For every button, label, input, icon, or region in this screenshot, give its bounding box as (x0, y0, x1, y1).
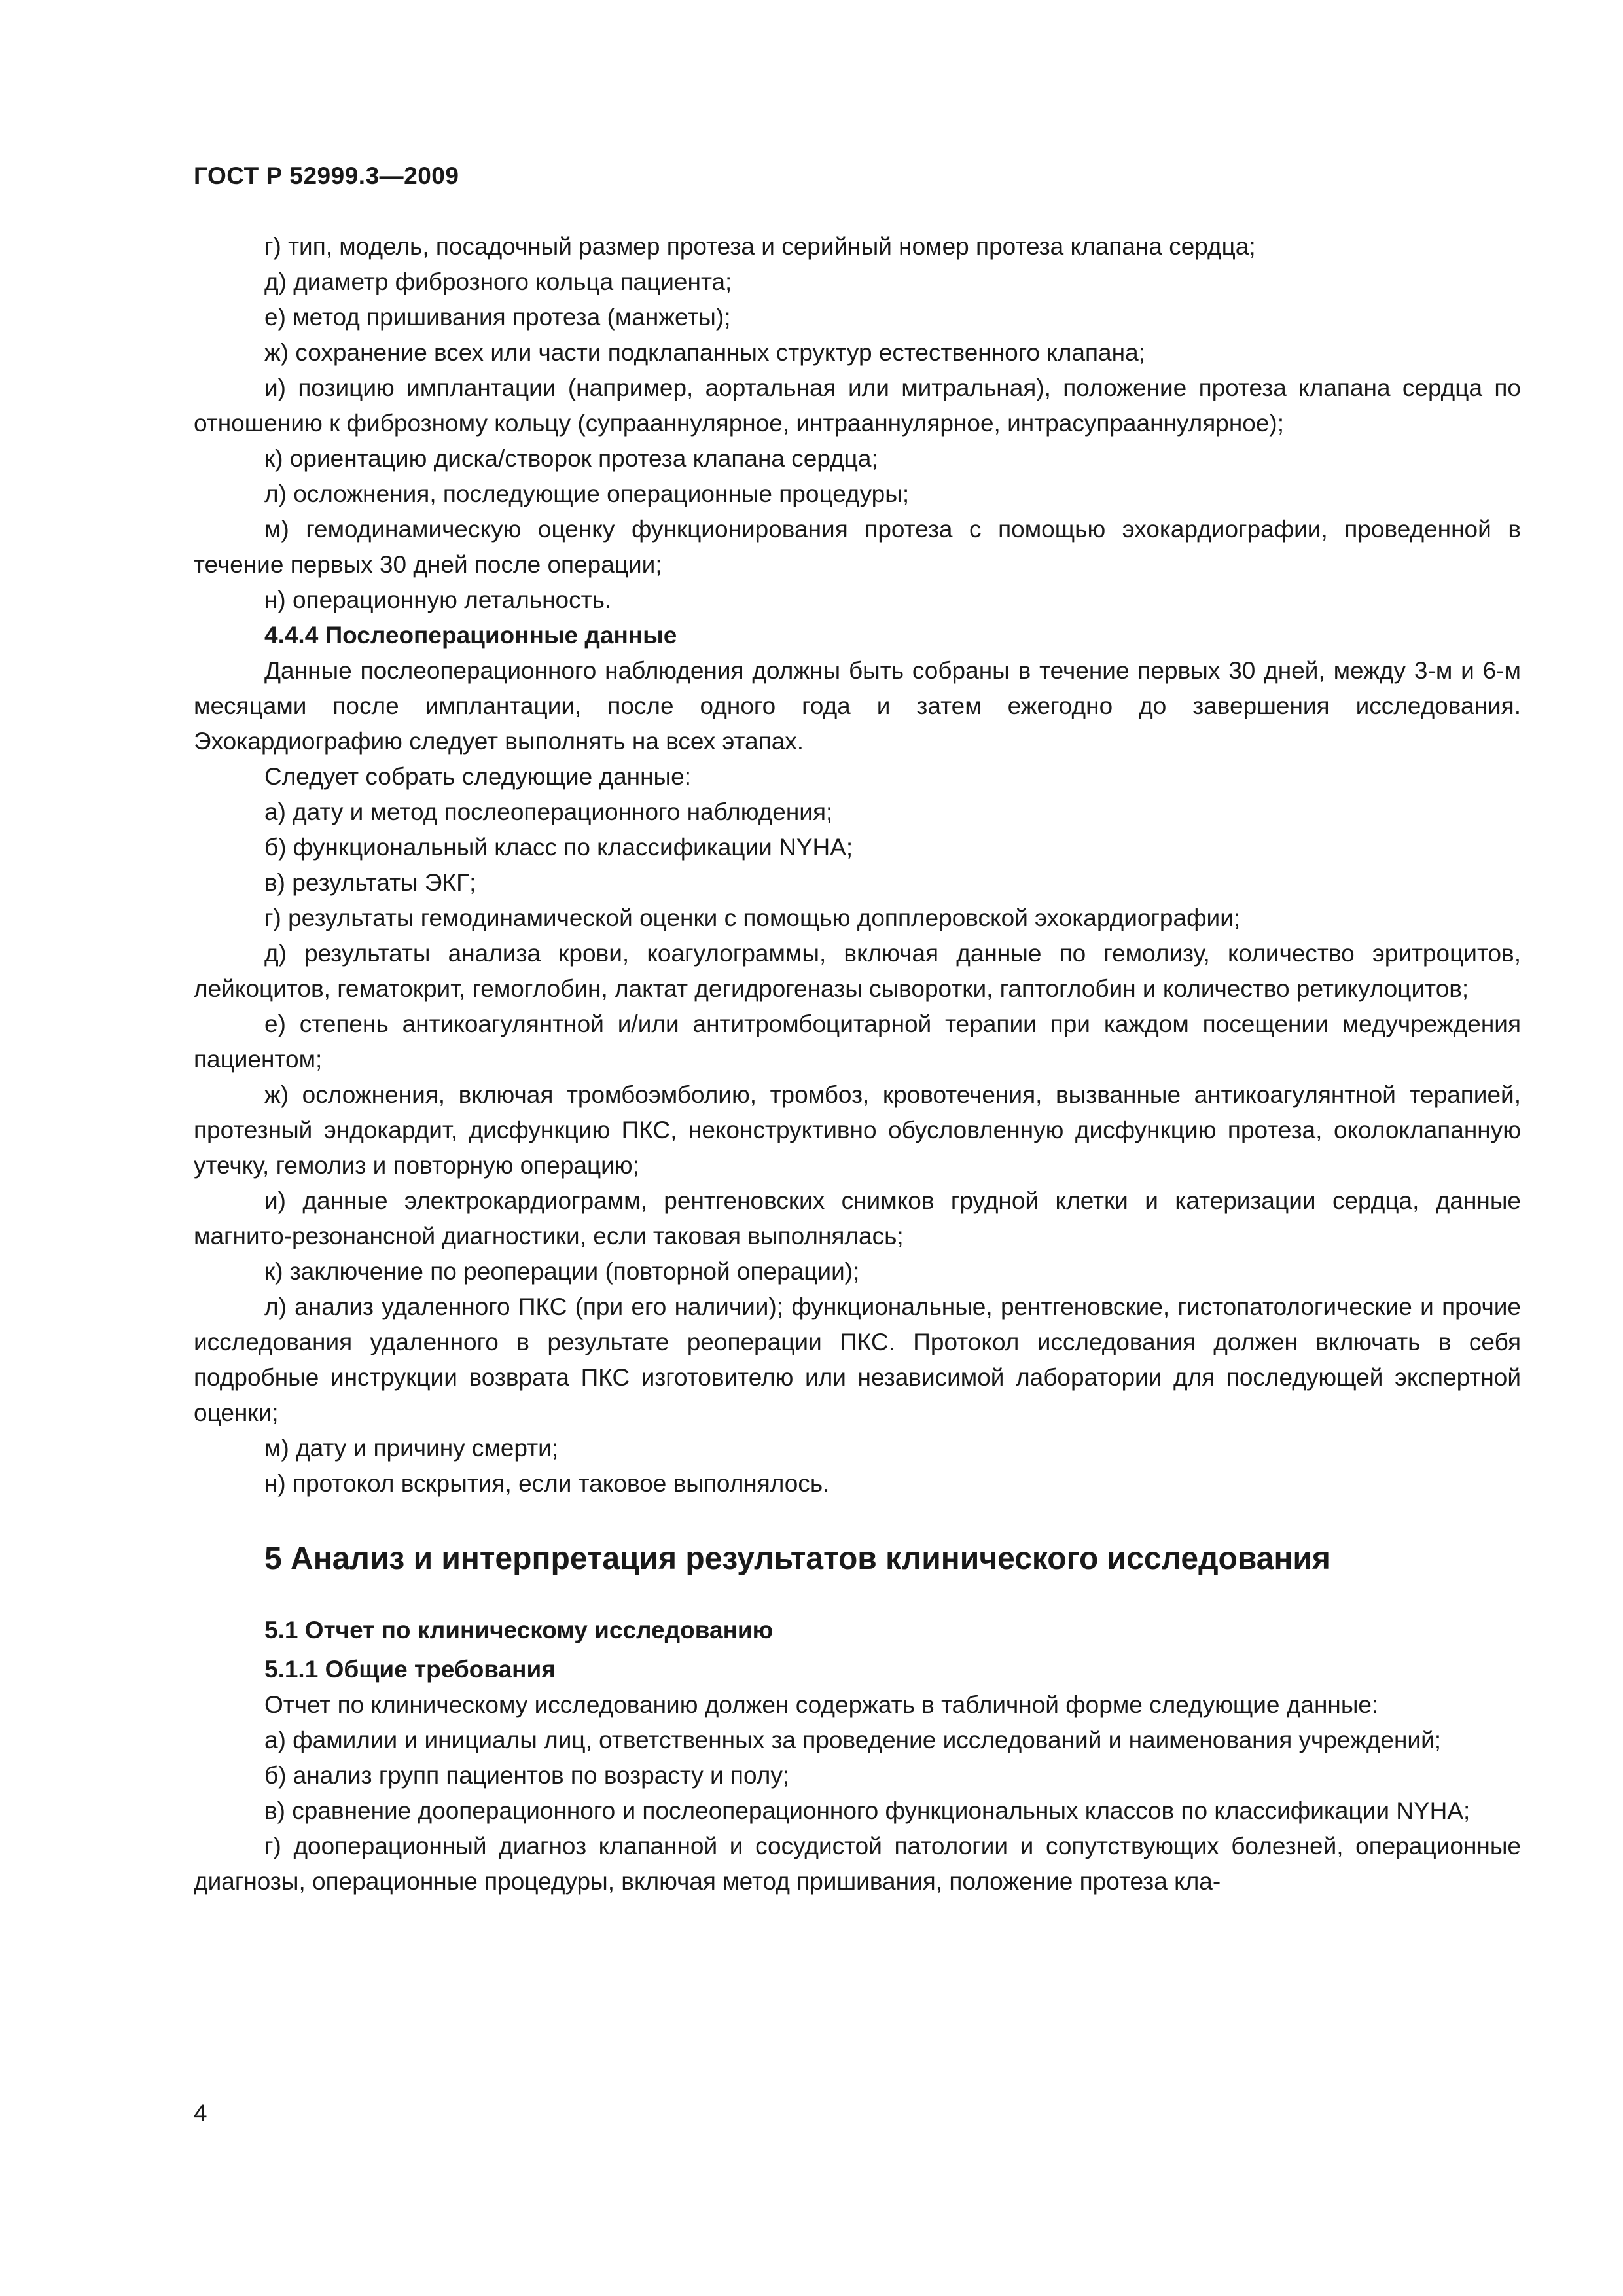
section-heading-5-1: 5.1 Отчет по клиническому исследованию (264, 1617, 774, 1643)
list-item: и) позицию имплантации (например, аортальная или митральная), положение протеза клапана сердца по отношению к фиброзному кольцу (супрааннулярное, интрааннулярное, интрасупрааннулярное); (194, 374, 1521, 437)
list-item: е) метод пришивания протеза (манжеты); (264, 304, 731, 331)
list-item: б) анализ групп пациентов по возрасту и полу; (264, 1762, 790, 1789)
list-item: в) сравнение дооперационного и послеоперационного функциональных классов по классификации NYHA; (264, 1797, 1471, 1824)
paragraph: Следует собрать следующие данные: (264, 763, 691, 790)
list-item: ж) осложнения, включая тромбоэмболию, тромбоз, кровотечения, вызванные антикоагулянтной терапией, протезный эндокардит, дисфункцию ПКС, неконструктивно обусловленную дисфункцию протеза, околоклапанную утечку, гемолиз и повторную операцию; (194, 1081, 1521, 1179)
document-body (194, 229, 1521, 1899)
list-item: д) результаты анализа крови, коагулограммы, включая данные по гемолизу, количество эритроцитов, лейкоцитов, гематокрит, гемоглобин, лактат дегидрогеназы сыворотки, гаптоглобин и количество ретикулоцитов; (194, 940, 1521, 1002)
list-item: б) функциональный класс по классификации NYHA; (264, 834, 853, 861)
list-item: м) гемодинамическую оценку функционирования протеза с помощью эхокардиографии, проведенной в течение первых 30 дней после операции; (194, 516, 1521, 578)
paragraph: Отчет по клиническому исследованию должен содержать в табличной форме следующие данные: (264, 1691, 1379, 1718)
section-heading-4-4-4: 4.4.4 Послеоперационные данные (264, 622, 677, 649)
list-item: г) дооперационный диагноз клапанной и сосудистой патологии и сопутствующих болезней, операционные диагнозы, операционные процедуры, включая метод пришивания, положение протеза кла- (194, 1833, 1521, 1895)
list-item: г) результаты гемодинамической оценки с помощью допплеровской эхокардиографии; (264, 905, 1241, 931)
list-item: в) результаты ЭКГ; (264, 869, 476, 896)
list-item: а) фамилии и инициалы лиц, ответственных за проведение исследований и наименования учреждений; (264, 1727, 1442, 1753)
list-item: ж) сохранение всех или части подклапанных структур естественного клапана; (264, 339, 1145, 366)
section-heading-5-1-1: 5.1.1 Общие требования (264, 1656, 556, 1683)
standard-id-header: ГОСТ Р 52999.3—2009 (194, 162, 459, 189)
list-item: н) протокол вскрытия, если таковое выполнялось. (264, 1470, 830, 1497)
list-item: л) анализ удаленного ПКС (при его наличии); функциональные, рентгеновские, гистопатологические и прочие исследования удаленного в результате реоперации ПКС. Протокол исследования должен включать в себя подробные инструкции возврата ПКС изготовителю или независимой лаборатории для последующей экспертной оценки; (194, 1293, 1521, 1426)
list-item: л) осложнения, последующие операционные процедуры; (264, 480, 910, 507)
list-item: а) дату и метод послеоперационного наблюдения; (264, 798, 833, 825)
page-number: 4 (194, 2100, 207, 2126)
list-item: н) операционную летальность. (264, 586, 612, 613)
list-item: м) дату и причину смерти; (264, 1435, 559, 1462)
list-item: г) тип, модель, посадочный размер протеза и серийный номер протеза клапана сердца; (264, 233, 1256, 260)
list-item: д) диаметр фиброзного кольца пациента; (264, 268, 732, 295)
section-heading-5: 5 Анализ и интерпретация результатов клинического исследования (264, 1541, 1330, 1576)
list-item: и) данные электрокардиограмм, рентгеновских снимков грудной клетки и катеризации сердца, данные магнито-резонансной диагностики, если таковая выполнялась; (194, 1187, 1521, 1249)
list-item: е) степень антикоагулянтной и/или антитромбоцитарной терапии при каждом посещении медучреждения пациентом; (194, 1011, 1521, 1073)
list-item: к) заключение по реоперации (повторной операции); (264, 1258, 860, 1285)
list-item: к) ориентацию диска/створок протеза клапана сердца; (264, 445, 878, 472)
paragraph: Данные послеоперационного наблюдения должны быть собраны в течение первых 30 дней, между 3-м и 6-м месяцами после имплантации, после одного года и затем ежегодно до завершения исследования. Эхокардиографию следует выполнять на всех этапах. (194, 657, 1521, 755)
